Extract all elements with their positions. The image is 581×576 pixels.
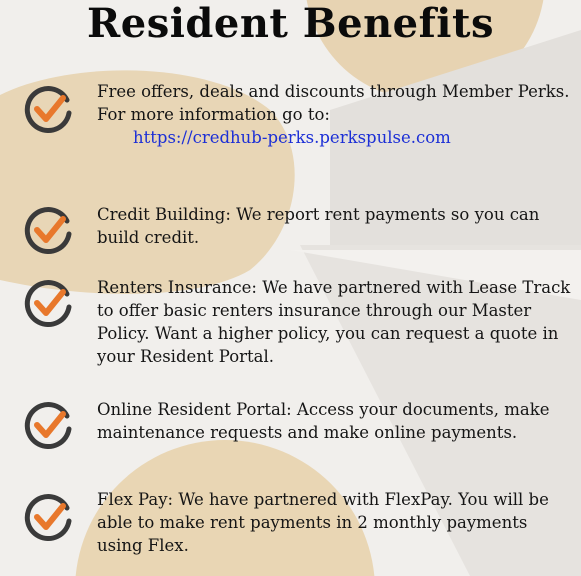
benefit-description: Flex Pay: We have partnered with FlexPay. You will be able to make rent payments in 2 monthly payments using Flex. — [97, 490, 549, 555]
check-circle-icon — [22, 203, 76, 257]
benefit-description: Renters Insurance: We have partnered with Lease Track to offer basic renters insurance through our Master Policy. Want a higher policy, you can request a quote in your Resident Portal. — [97, 278, 571, 366]
benefit-text — [97, 80, 577, 149]
more-info-label: For more information go to: — [97, 105, 330, 124]
check-circle-icon — [22, 276, 76, 330]
check-circle-icon — [22, 82, 76, 136]
benefit-description: Free offers, deals and discounts through Member Perks. — [97, 82, 570, 101]
page-title: Resident Benefits — [87, 0, 494, 47]
perks-link[interactable]: https://credhub-perks.perkspulse.com — [133, 128, 451, 147]
check-circle-icon — [22, 490, 76, 544]
benefit-description: Credit Building: We report rent payments so you can build credit. — [97, 205, 540, 247]
benefit-description: Online Resident Portal: Access your documents, make maintenance requests and make online payments. — [97, 400, 550, 442]
check-circle-icon — [22, 398, 76, 452]
